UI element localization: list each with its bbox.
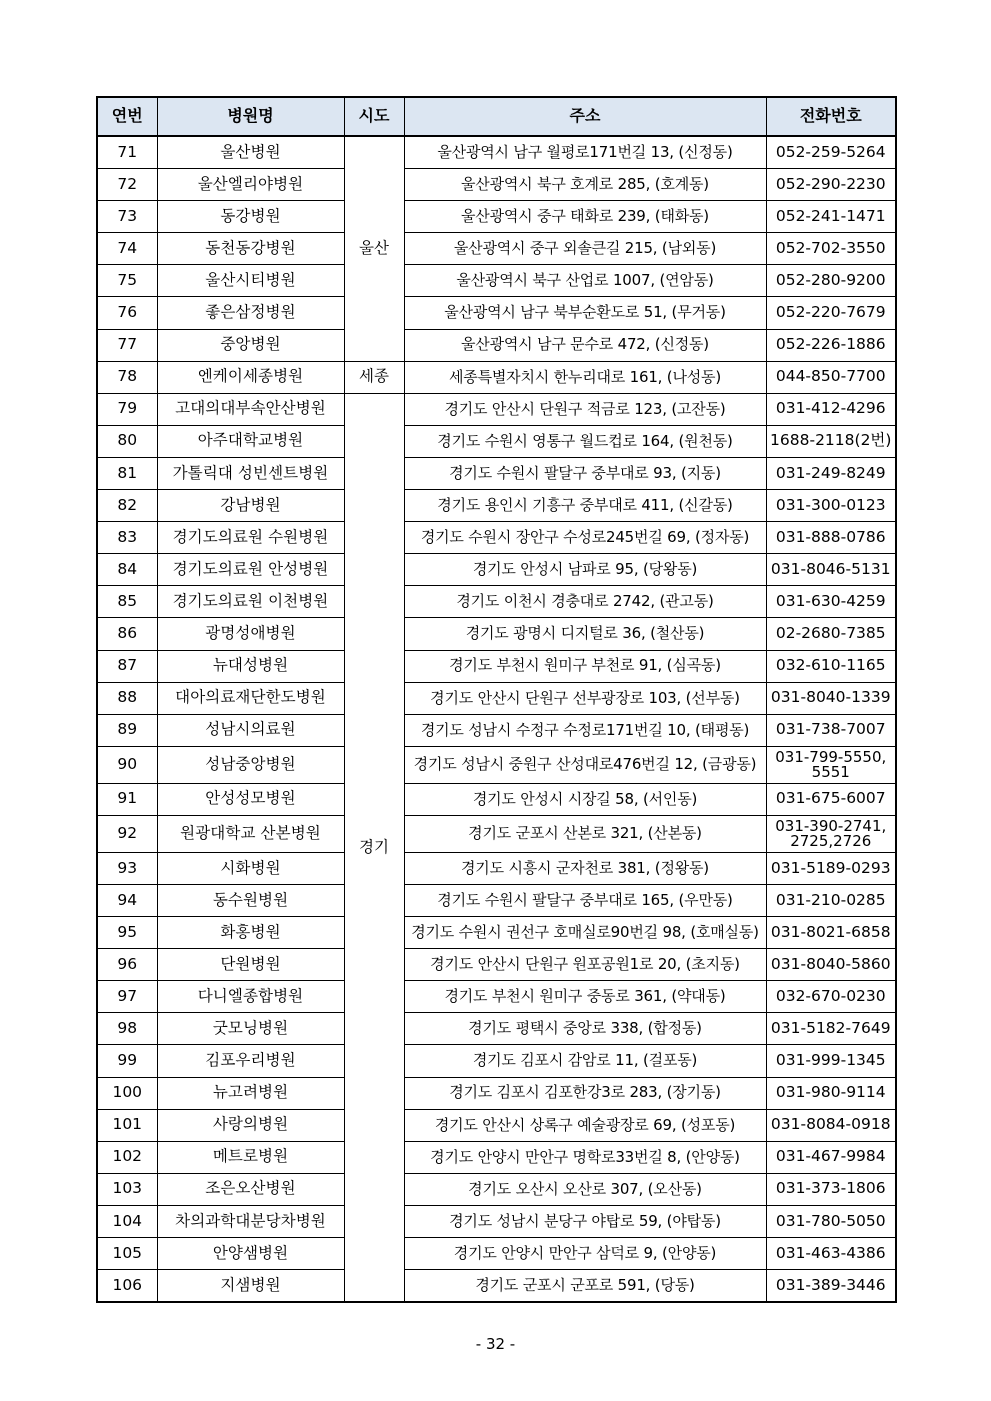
cell-number: 92 bbox=[97, 815, 157, 852]
cell-hospital-name: 성남중앙병원 bbox=[157, 746, 344, 783]
cell-phone bbox=[766, 1077, 896, 1109]
table-row bbox=[97, 1141, 896, 1173]
cell-address: 울산광역시 중구 태화로 239, (태화동) bbox=[404, 201, 766, 233]
table-header-row bbox=[97, 97, 896, 136]
header-number: 연번 bbox=[97, 97, 157, 136]
phone-line: 031-412-4296 bbox=[775, 399, 886, 418]
cell-phone bbox=[766, 618, 896, 650]
page-number: - 32 - bbox=[475, 1335, 516, 1353]
cell-hospital-name: 단원병원 bbox=[157, 949, 344, 981]
cell-address: 경기도 수원시 팔달구 중부대로 165, (우만동) bbox=[404, 884, 766, 916]
cell-number: 83 bbox=[97, 522, 157, 554]
phone-line: 2725,2726 bbox=[790, 831, 872, 850]
cell-phone bbox=[766, 852, 896, 884]
cell-hospital-name: 엔케이세종병원 bbox=[157, 361, 344, 393]
cell-address: 경기도 안산시 단원구 원포공원1로 20, (초지동) bbox=[404, 949, 766, 981]
cell-address: 경기도 평택시 중앙로 338, (합정동) bbox=[404, 1013, 766, 1045]
cell-phone bbox=[766, 329, 896, 361]
cell-phone bbox=[766, 783, 896, 815]
table-row bbox=[97, 490, 896, 522]
table-row bbox=[97, 329, 896, 361]
cell-number: 79 bbox=[97, 393, 157, 425]
cell-address: 경기도 성남시 중원구 산성대로476번길 12, (금광동) bbox=[404, 746, 766, 783]
table-row bbox=[97, 136, 896, 169]
cell-number: 103 bbox=[97, 1173, 157, 1205]
cell-address: 경기도 성남시 분당구 야탑로 59, (야탑동) bbox=[404, 1205, 766, 1237]
table-row bbox=[97, 746, 896, 783]
table-row bbox=[97, 1173, 896, 1205]
cell-hospital-name: 뉴고려병원 bbox=[157, 1077, 344, 1109]
phone-line: 052-290-2230 bbox=[775, 174, 886, 193]
table-row bbox=[97, 457, 896, 489]
table-row bbox=[97, 393, 896, 425]
cell-region: 세종 bbox=[344, 361, 404, 393]
header-region: 시도 bbox=[344, 97, 404, 136]
table-row bbox=[97, 265, 896, 297]
table-row bbox=[97, 1077, 896, 1109]
cell-address: 경기도 김포시 김포한강3로 283, (장기동) bbox=[404, 1077, 766, 1109]
cell-number: 88 bbox=[97, 682, 157, 714]
cell-number: 99 bbox=[97, 1045, 157, 1077]
cell-number: 78 bbox=[97, 361, 157, 393]
table-row bbox=[97, 981, 896, 1013]
phone-line: 1688-2118(2번) bbox=[770, 431, 892, 450]
phone-line: 032-610-1165 bbox=[775, 656, 886, 675]
cell-phone bbox=[766, 361, 896, 393]
phone-line: 031-463-4386 bbox=[775, 1243, 886, 1262]
cell-phone bbox=[766, 1045, 896, 1077]
table-row bbox=[97, 1238, 896, 1270]
cell-number: 87 bbox=[97, 650, 157, 682]
phone-line: 031-888-0786 bbox=[775, 527, 886, 546]
cell-phone bbox=[766, 554, 896, 586]
cell-hospital-name: 동강병원 bbox=[157, 201, 344, 233]
cell-phone bbox=[766, 1238, 896, 1270]
cell-hospital-name: 울산시티병원 bbox=[157, 265, 344, 297]
phone-line: 031-8040-5860 bbox=[770, 954, 891, 973]
cell-address: 경기도 안산시 단원구 선부광장로 103, (선부동) bbox=[404, 682, 766, 714]
cell-hospital-name: 고대의대부속안산병원 bbox=[157, 393, 344, 425]
cell-number: 106 bbox=[97, 1270, 157, 1303]
cell-phone bbox=[766, 981, 896, 1013]
cell-address: 경기도 안성시 남파로 95, (당왕동) bbox=[404, 554, 766, 586]
cell-number: 86 bbox=[97, 618, 157, 650]
header-phone: 전화번호 bbox=[766, 97, 896, 136]
cell-phone bbox=[766, 884, 896, 916]
cell-address: 경기도 안양시 만안구 삼덕로 9, (안양동) bbox=[404, 1238, 766, 1270]
cell-address: 경기도 부천시 원미구 중동로 361, (약대동) bbox=[404, 981, 766, 1013]
cell-hospital-name: 아주대학교병원 bbox=[157, 425, 344, 457]
cell-hospital-name: 사랑의병원 bbox=[157, 1109, 344, 1141]
cell-number: 81 bbox=[97, 457, 157, 489]
table-row bbox=[97, 1045, 896, 1077]
cell-phone bbox=[766, 1270, 896, 1303]
cell-number: 100 bbox=[97, 1077, 157, 1109]
cell-address: 경기도 수원시 팔달구 중부대로 93, (지동) bbox=[404, 457, 766, 489]
cell-number: 90 bbox=[97, 746, 157, 783]
cell-address: 경기도 안성시 시장길 58, (서인동) bbox=[404, 783, 766, 815]
table-row bbox=[97, 650, 896, 682]
phone-line: 031-5182-7649 bbox=[770, 1018, 891, 1037]
cell-hospital-name: 울산엘리야병원 bbox=[157, 169, 344, 201]
cell-number: 71 bbox=[97, 136, 157, 169]
cell-address: 경기도 수원시 권선구 호매실로90번길 98, (호매실동) bbox=[404, 917, 766, 949]
cell-number: 98 bbox=[97, 1013, 157, 1045]
cell-number: 85 bbox=[97, 586, 157, 618]
cell-phone bbox=[766, 586, 896, 618]
cell-phone bbox=[766, 490, 896, 522]
cell-hospital-name: 김포우리병원 bbox=[157, 1045, 344, 1077]
cell-address: 경기도 수원시 장안구 수성로245번길 69, (정자동) bbox=[404, 522, 766, 554]
cell-number: 91 bbox=[97, 783, 157, 815]
cell-address: 세종특별자치시 한누리대로 161, (나성동) bbox=[404, 361, 766, 393]
table-row bbox=[97, 618, 896, 650]
cell-hospital-name: 원광대학교 산본병원 bbox=[157, 815, 344, 852]
phone-line: 031-630-4259 bbox=[775, 591, 886, 610]
table-row bbox=[97, 1205, 896, 1237]
cell-hospital-name: 안양샘병원 bbox=[157, 1238, 344, 1270]
phone-line: 031-467-9984 bbox=[775, 1147, 886, 1166]
cell-address: 울산광역시 남구 월평로171번길 13, (신정동) bbox=[404, 136, 766, 169]
cell-phone bbox=[766, 136, 896, 169]
phone-line: 052-220-7679 bbox=[775, 303, 886, 322]
cell-phone bbox=[766, 815, 896, 852]
phone-line: 031-300-0123 bbox=[775, 495, 886, 514]
cell-hospital-name: 성남시의료원 bbox=[157, 714, 344, 746]
phone-line: 031-980-9114 bbox=[775, 1083, 886, 1102]
table-row bbox=[97, 233, 896, 265]
cell-hospital-name: 화홍병원 bbox=[157, 917, 344, 949]
cell-address: 경기도 시흥시 군자천로 381, (정왕동) bbox=[404, 852, 766, 884]
cell-hospital-name: 좋은삼정병원 bbox=[157, 297, 344, 329]
cell-phone bbox=[766, 393, 896, 425]
table-row bbox=[97, 297, 896, 329]
cell-number: 74 bbox=[97, 233, 157, 265]
phone-line: 031-738-7007 bbox=[775, 720, 886, 739]
cell-address: 울산광역시 북구 호계로 285, (호계동) bbox=[404, 169, 766, 201]
table-row bbox=[97, 201, 896, 233]
phone-line: 032-670-0230 bbox=[775, 986, 886, 1005]
cell-number: 102 bbox=[97, 1141, 157, 1173]
cell-address: 경기도 안산시 단원구 적금로 123, (고잔동) bbox=[404, 393, 766, 425]
cell-number: 76 bbox=[97, 297, 157, 329]
cell-address: 울산광역시 북구 산업로 1007, (연암동) bbox=[404, 265, 766, 297]
cell-address: 울산광역시 남구 문수로 472, (신정동) bbox=[404, 329, 766, 361]
phone-line: 031-8084-0918 bbox=[770, 1115, 891, 1134]
cell-phone bbox=[766, 1205, 896, 1237]
table-row bbox=[97, 425, 896, 457]
phone-line: 052-241-1471 bbox=[775, 206, 886, 225]
cell-address: 경기도 광명시 디지털로 36, (철산동) bbox=[404, 618, 766, 650]
cell-hospital-name: 동천동강병원 bbox=[157, 233, 344, 265]
cell-number: 77 bbox=[97, 329, 157, 361]
cell-phone bbox=[766, 917, 896, 949]
cell-phone bbox=[766, 425, 896, 457]
phone-line: 031-210-0285 bbox=[775, 890, 886, 909]
cell-hospital-name: 경기도의료원 안성병원 bbox=[157, 554, 344, 586]
phone-line: 5551 bbox=[811, 762, 850, 781]
phone-line: 031-389-3446 bbox=[775, 1275, 886, 1294]
cell-address: 경기도 군포시 군포로 591, (당동) bbox=[404, 1270, 766, 1303]
cell-number: 95 bbox=[97, 917, 157, 949]
cell-phone bbox=[766, 457, 896, 489]
cell-phone bbox=[766, 522, 896, 554]
cell-number: 89 bbox=[97, 714, 157, 746]
cell-hospital-name: 대아의료재단한도병원 bbox=[157, 682, 344, 714]
cell-region: 경기 bbox=[344, 393, 404, 1302]
cell-number: 101 bbox=[97, 1109, 157, 1141]
table-row bbox=[97, 783, 896, 815]
cell-phone bbox=[766, 1109, 896, 1141]
table-row bbox=[97, 949, 896, 981]
cell-phone bbox=[766, 1141, 896, 1173]
cell-hospital-name: 지샘병원 bbox=[157, 1270, 344, 1303]
phone-line: 031-799-5550, bbox=[775, 747, 887, 766]
cell-address: 경기도 용인시 기흥구 중부대로 411, (신갈동) bbox=[404, 490, 766, 522]
cell-hospital-name: 시화병원 bbox=[157, 852, 344, 884]
cell-hospital-name: 경기도의료원 이천병원 bbox=[157, 586, 344, 618]
phone-line: 031-5189-0293 bbox=[770, 858, 891, 877]
cell-phone bbox=[766, 650, 896, 682]
hospital-table bbox=[96, 96, 897, 1303]
cell-address: 경기도 안산시 상록구 예술광장로 69, (성포동) bbox=[404, 1109, 766, 1141]
cell-address: 경기도 오산시 오산로 307, (오산동) bbox=[404, 1173, 766, 1205]
table-row bbox=[97, 815, 896, 852]
cell-phone bbox=[766, 233, 896, 265]
cell-phone bbox=[766, 714, 896, 746]
cell-phone bbox=[766, 949, 896, 981]
cell-hospital-name: 중앙병원 bbox=[157, 329, 344, 361]
cell-address: 경기도 군포시 산본로 321, (산본동) bbox=[404, 815, 766, 852]
cell-phone bbox=[766, 682, 896, 714]
cell-phone bbox=[766, 265, 896, 297]
cell-hospital-name: 굿모닝병원 bbox=[157, 1013, 344, 1045]
phone-line: 052-702-3550 bbox=[775, 238, 886, 257]
cell-address: 경기도 성남시 수정구 수정로171번길 10, (태평동) bbox=[404, 714, 766, 746]
cell-hospital-name: 메트로병원 bbox=[157, 1141, 344, 1173]
cell-number: 73 bbox=[97, 201, 157, 233]
cell-address: 울산광역시 중구 외솔큰길 215, (남외동) bbox=[404, 233, 766, 265]
phone-line: 031-249-8249 bbox=[775, 463, 886, 482]
table-row bbox=[97, 522, 896, 554]
table-row bbox=[97, 1013, 896, 1045]
cell-hospital-name: 광명성애병원 bbox=[157, 618, 344, 650]
phone-line: 031-8046-5131 bbox=[770, 559, 891, 578]
phone-line: 031-390-2741, bbox=[775, 816, 887, 835]
phone-line: 052-280-9200 bbox=[775, 271, 886, 290]
table-row bbox=[97, 1270, 896, 1303]
cell-hospital-name: 울산병원 bbox=[157, 136, 344, 169]
cell-number: 84 bbox=[97, 554, 157, 586]
cell-phone bbox=[766, 201, 896, 233]
header-hospital-name: 병원명 bbox=[157, 97, 344, 136]
cell-address: 경기도 이천시 경충대로 2742, (관고동) bbox=[404, 586, 766, 618]
cell-hospital-name: 조은오산병원 bbox=[157, 1173, 344, 1205]
cell-region: 울산 bbox=[344, 136, 404, 361]
cell-hospital-name: 뉴대성병원 bbox=[157, 650, 344, 682]
cell-number: 82 bbox=[97, 490, 157, 522]
cell-address: 울산광역시 남구 북부순환도로 51, (무거동) bbox=[404, 297, 766, 329]
cell-number: 80 bbox=[97, 425, 157, 457]
header-address: 주소 bbox=[404, 97, 766, 136]
phone-line: 031-999-1345 bbox=[775, 1051, 886, 1070]
table-body bbox=[97, 136, 896, 1302]
phone-line: 031-675-6007 bbox=[775, 789, 886, 808]
phone-line: 052-259-5264 bbox=[775, 142, 886, 161]
cell-number: 75 bbox=[97, 265, 157, 297]
table-row bbox=[97, 917, 896, 949]
cell-hospital-name: 경기도의료원 수원병원 bbox=[157, 522, 344, 554]
cell-hospital-name: 다니엘종합병원 bbox=[157, 981, 344, 1013]
cell-number: 72 bbox=[97, 169, 157, 201]
cell-number: 96 bbox=[97, 949, 157, 981]
cell-number: 94 bbox=[97, 884, 157, 916]
cell-hospital-name: 가톨릭대 성빈센트병원 bbox=[157, 457, 344, 489]
phone-line: 02-2680-7385 bbox=[775, 624, 886, 643]
cell-hospital-name: 안성성모병원 bbox=[157, 783, 344, 815]
table-row bbox=[97, 361, 896, 393]
cell-address: 경기도 김포시 감암로 11, (걸포동) bbox=[404, 1045, 766, 1077]
phone-line: 031-373-1806 bbox=[775, 1179, 886, 1198]
cell-hospital-name: 강남병원 bbox=[157, 490, 344, 522]
phone-line: 044-850-7700 bbox=[775, 367, 886, 386]
cell-number: 105 bbox=[97, 1238, 157, 1270]
cell-address: 경기도 안양시 만안구 명학로33번길 8, (안양동) bbox=[404, 1141, 766, 1173]
cell-hospital-name: 동수원병원 bbox=[157, 884, 344, 916]
cell-hospital-name: 차의과학대분당차병원 bbox=[157, 1205, 344, 1237]
phone-line: 031-780-5050 bbox=[775, 1211, 886, 1230]
cell-number: 104 bbox=[97, 1205, 157, 1237]
table-row bbox=[97, 586, 896, 618]
phone-line: 031-8040-1339 bbox=[770, 688, 891, 707]
table-row bbox=[97, 1109, 896, 1141]
cell-phone bbox=[766, 1013, 896, 1045]
table-row bbox=[97, 554, 896, 586]
table-row bbox=[97, 682, 896, 714]
table-row bbox=[97, 884, 896, 916]
cell-phone bbox=[766, 1173, 896, 1205]
phone-line: 031-8021-6858 bbox=[770, 922, 891, 941]
cell-phone bbox=[766, 169, 896, 201]
phone-line: 052-226-1886 bbox=[775, 335, 886, 354]
cell-address: 경기도 수원시 영통구 월드컵로 164, (원천동) bbox=[404, 425, 766, 457]
table-row bbox=[97, 169, 896, 201]
cell-number: 97 bbox=[97, 981, 157, 1013]
cell-phone bbox=[766, 297, 896, 329]
cell-number: 93 bbox=[97, 852, 157, 884]
table-row bbox=[97, 714, 896, 746]
table-row bbox=[97, 852, 896, 884]
cell-address: 경기도 부천시 원미구 부천로 91, (심곡동) bbox=[404, 650, 766, 682]
cell-phone bbox=[766, 746, 896, 783]
